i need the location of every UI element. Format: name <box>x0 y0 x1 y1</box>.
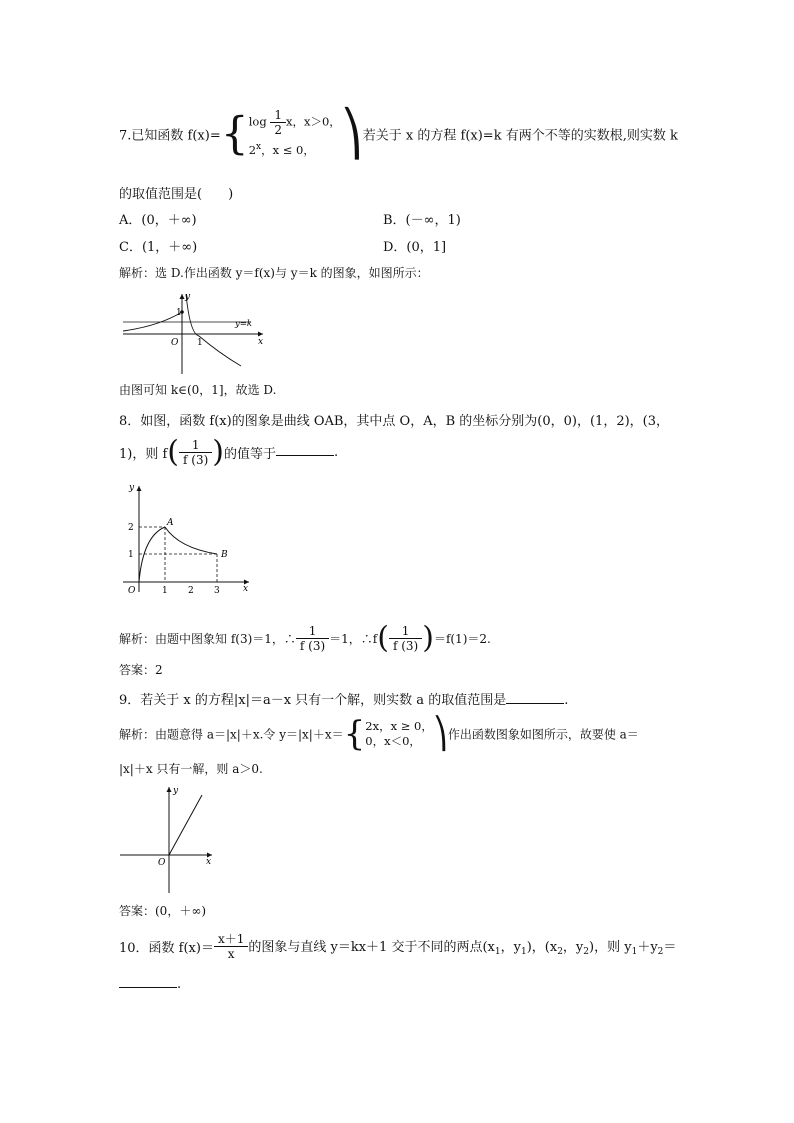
q7-right-brace: ⎞ <box>340 108 363 160</box>
q8-label-x: x <box>243 584 249 594</box>
q7-label-yk: y=k <box>235 319 253 329</box>
q7-log-base: $\frac{1}{2}$ <box>270 108 286 137</box>
q7-stem <box>119 108 678 160</box>
q8-label-y1: 1 <box>128 550 134 560</box>
q8-answer-blank <box>276 443 334 456</box>
q8-label-y: y <box>129 483 135 493</box>
q9-piecewise: 2x，x ≥ 0， 0，x＜0， <box>365 719 433 748</box>
q7-curve-log <box>186 294 241 366</box>
q10-answer-blank <box>119 975 177 988</box>
q7-label-x1: 1 <box>197 338 203 348</box>
q9-stem: 9．若关于 x 的方程|x|＝a－x 只有一个解，则实数 a 的取值范围是 . <box>119 693 569 708</box>
q8-label-a: A <box>167 518 174 528</box>
q7-label-y: y <box>185 292 191 302</box>
q7-conclusion: 由图可知 k∈(0，1]，故选 D. <box>119 383 277 397</box>
q7-label-x: x <box>258 337 264 347</box>
q9-analysis-line1: 解析：由题意得 a＝|x|＋x.令 y＝|x|＋x＝{ 2x，x ≥ 0， 0，x＜0， ⎞作出函数图象如图所示，故要使 a＝ <box>119 714 639 754</box>
q7-label-y1: 1 <box>176 308 182 318</box>
q8-label-b: B <box>221 550 228 560</box>
q7-suffix: 若关于 x 的方程 f(x)=k 有两个不等的实数根,则实数 k <box>362 128 678 144</box>
q7-piecewise: log $\frac{1}{2}$ x，x＞0， 2$^x$，x ≤ 0， <box>248 108 341 157</box>
q8-curve-ab <box>165 527 217 554</box>
q8-y-arrow <box>137 486 142 491</box>
q7-left-brace: { <box>220 108 249 160</box>
q8-graph <box>117 480 257 598</box>
q10-stem-line2: . <box>119 975 181 992</box>
q9-answer-blank <box>506 691 564 704</box>
q8-analysis-frac1: $\frac{1}{f (3)}$ <box>296 624 329 653</box>
q8-stem-line2: 1)，则 f( $\frac{1}{f (3)}$ )的值等于 . <box>119 434 339 470</box>
q9-label-y: y <box>173 786 179 796</box>
q8-answer: 答案：2 <box>119 663 163 677</box>
q9-graph <box>118 783 218 895</box>
q9-answer: 答案：(0，＋∞) <box>119 904 206 918</box>
q7-option-c: C．(1，＋∞) <box>119 240 198 255</box>
q7-option-b: B．(－∞，1) <box>383 213 461 228</box>
q9-label-x: x <box>206 857 212 867</box>
q8-label-x3: 3 <box>214 586 220 596</box>
q9-ray <box>169 795 202 855</box>
q7-label-origin: O <box>171 338 179 348</box>
q8-label-x2: 2 <box>188 586 194 596</box>
q9-label-origin: O <box>158 858 166 868</box>
q7-x-arrow <box>258 332 263 337</box>
q8-label-x1: 1 <box>162 586 168 596</box>
q7-prefix: 7.已知函数 f(x)= <box>119 128 221 144</box>
q7-graph <box>119 288 269 378</box>
q7-option-a: A．(0，＋∞) <box>119 213 197 228</box>
q8-analysis: 解析：由题中图象知 f(3)＝1，∴ $\frac{1}{f (3)}$ ＝1，∴f( $\frac{1}{f (3)}$ )＝f(1)＝2. <box>119 620 491 656</box>
q8-analysis-frac2: $\frac{1}{f (3)}$ <box>389 624 422 653</box>
q7-y-arrow <box>180 294 185 299</box>
q8-curve-oa <box>139 527 165 582</box>
q10-fraction: $\frac{x+1}{x}$ <box>214 932 248 961</box>
q8-fraction: $\frac{1}{f (3)}$ <box>179 438 212 467</box>
q9-y-arrow <box>167 787 172 792</box>
q7-option-d: D．(0，1] <box>383 240 447 255</box>
q7-stem-line2: 的取值范围是( ) <box>119 187 234 202</box>
q7-curve-exp <box>123 312 182 331</box>
q8-label-y2: 2 <box>128 523 134 533</box>
q10-stem: 10．函数 f(x)＝ $\frac{x+1}{x}$ 的图象与直线 y＝kx＋1 交于不同的两点($x_1$，$y_1$)，($x_2$，$y_2$)，则 $y_1+y_2=$ <box>119 932 677 961</box>
q8-label-origin: O <box>128 586 136 596</box>
q8-stem-line1: 8．如图，函数 f(x)的图象是曲线 OAB，其中点 O，A，B 的坐标分别为(0，0)，(1，2)，(3， <box>119 414 669 429</box>
q7-analysis: 解析：选 D.作出函数 y＝f(x)与 y＝k 的图象，如图所示： <box>119 266 429 280</box>
q9-analysis-line2: |x|＋x 只有一解，则 a＞0. <box>119 762 263 776</box>
